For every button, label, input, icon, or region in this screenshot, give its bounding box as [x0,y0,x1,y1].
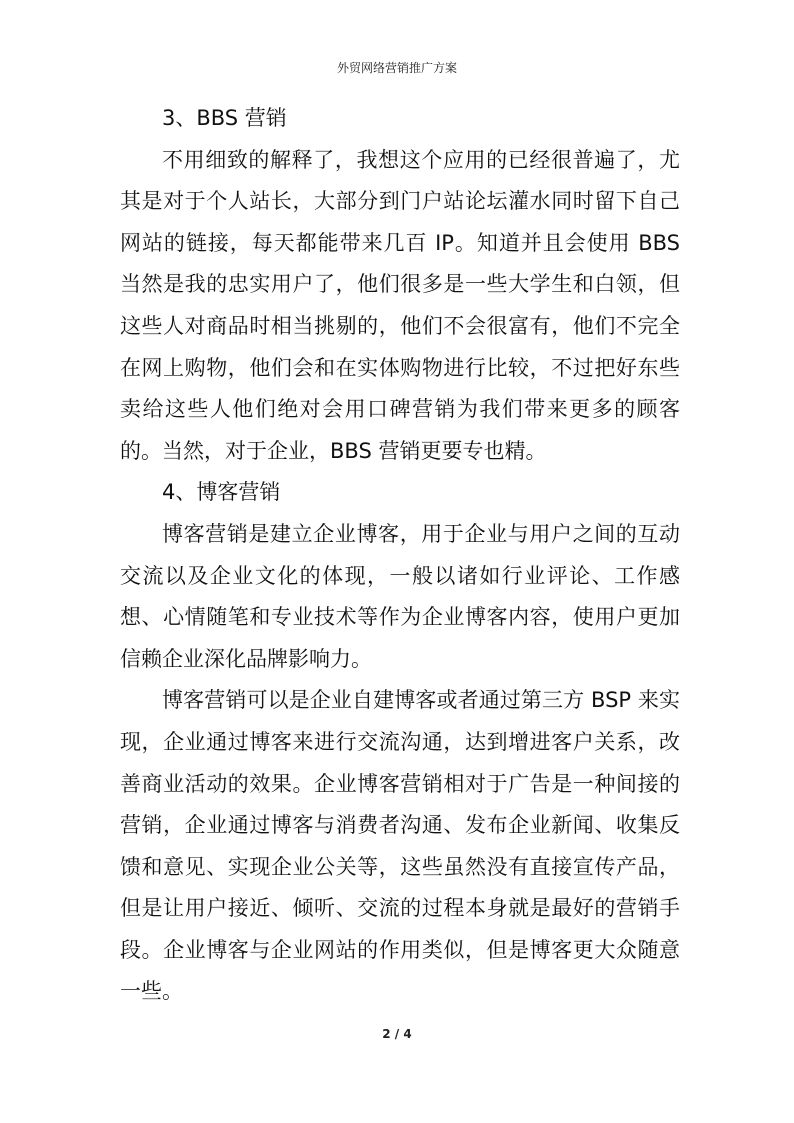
section-heading-blog: 4、博客营销 [162,480,281,505]
paragraph-bbs: 不用细致的解释了，我想这个应用的已经很普遍了，尤其是对于个人站长，大部分到门户站论坛灌水同时留下自己网站的链接，每天都能带来几百 IP。知道并且会使用 BBS 当然是我的忠实用户了，他们很多是一些大学生和白领，但这些人对商品时相当挑剔的，他们不会很富有，他们不完全在网上购物，他们会和在实体购物进行比较，不过把好东些卖给这些人他们绝对会用口碑营销为我们带来更多的顾客的。当然，对于企业，BBS 营销更要专也精。 [120,147,680,463]
section-heading-bbs: 3、BBS 营销 [162,106,287,130]
paragraph-blog-intro: 博客营销是建立企业博客，用于企业与用户之间的互动交流以及企业文化的体现，一般以诸如行业评论、工作感想、心情随笔和专业技术等作为企业博客内容，使用户更加信赖企业深化品牌影响力。 [120,521,680,671]
document-body [120,98,680,1013]
running-header: 外贸网络营销推广方案 [336,61,457,75]
paragraph-blog-detail: 博客营销可以是企业自建博客或者通过第三方 BSP 来实现，企业通过博客来进行交流沟通，达到增进客户关系，改善商业活动的效果。企业博客营销相对于广告是一种间接的营销，企业通过博客与消费者沟通、发布企业新闻、收集反馈和意见、实现企业公关等，这些虽然没有直接宣传产品，但是让用户接近、倾听、交流的过程本身就是最好的营销手段。企业博客与企业网站的作用类似，但是博客更大众随意一些。 [120,688,680,1004]
page-number: 2 / 4 [382,1027,412,1041]
